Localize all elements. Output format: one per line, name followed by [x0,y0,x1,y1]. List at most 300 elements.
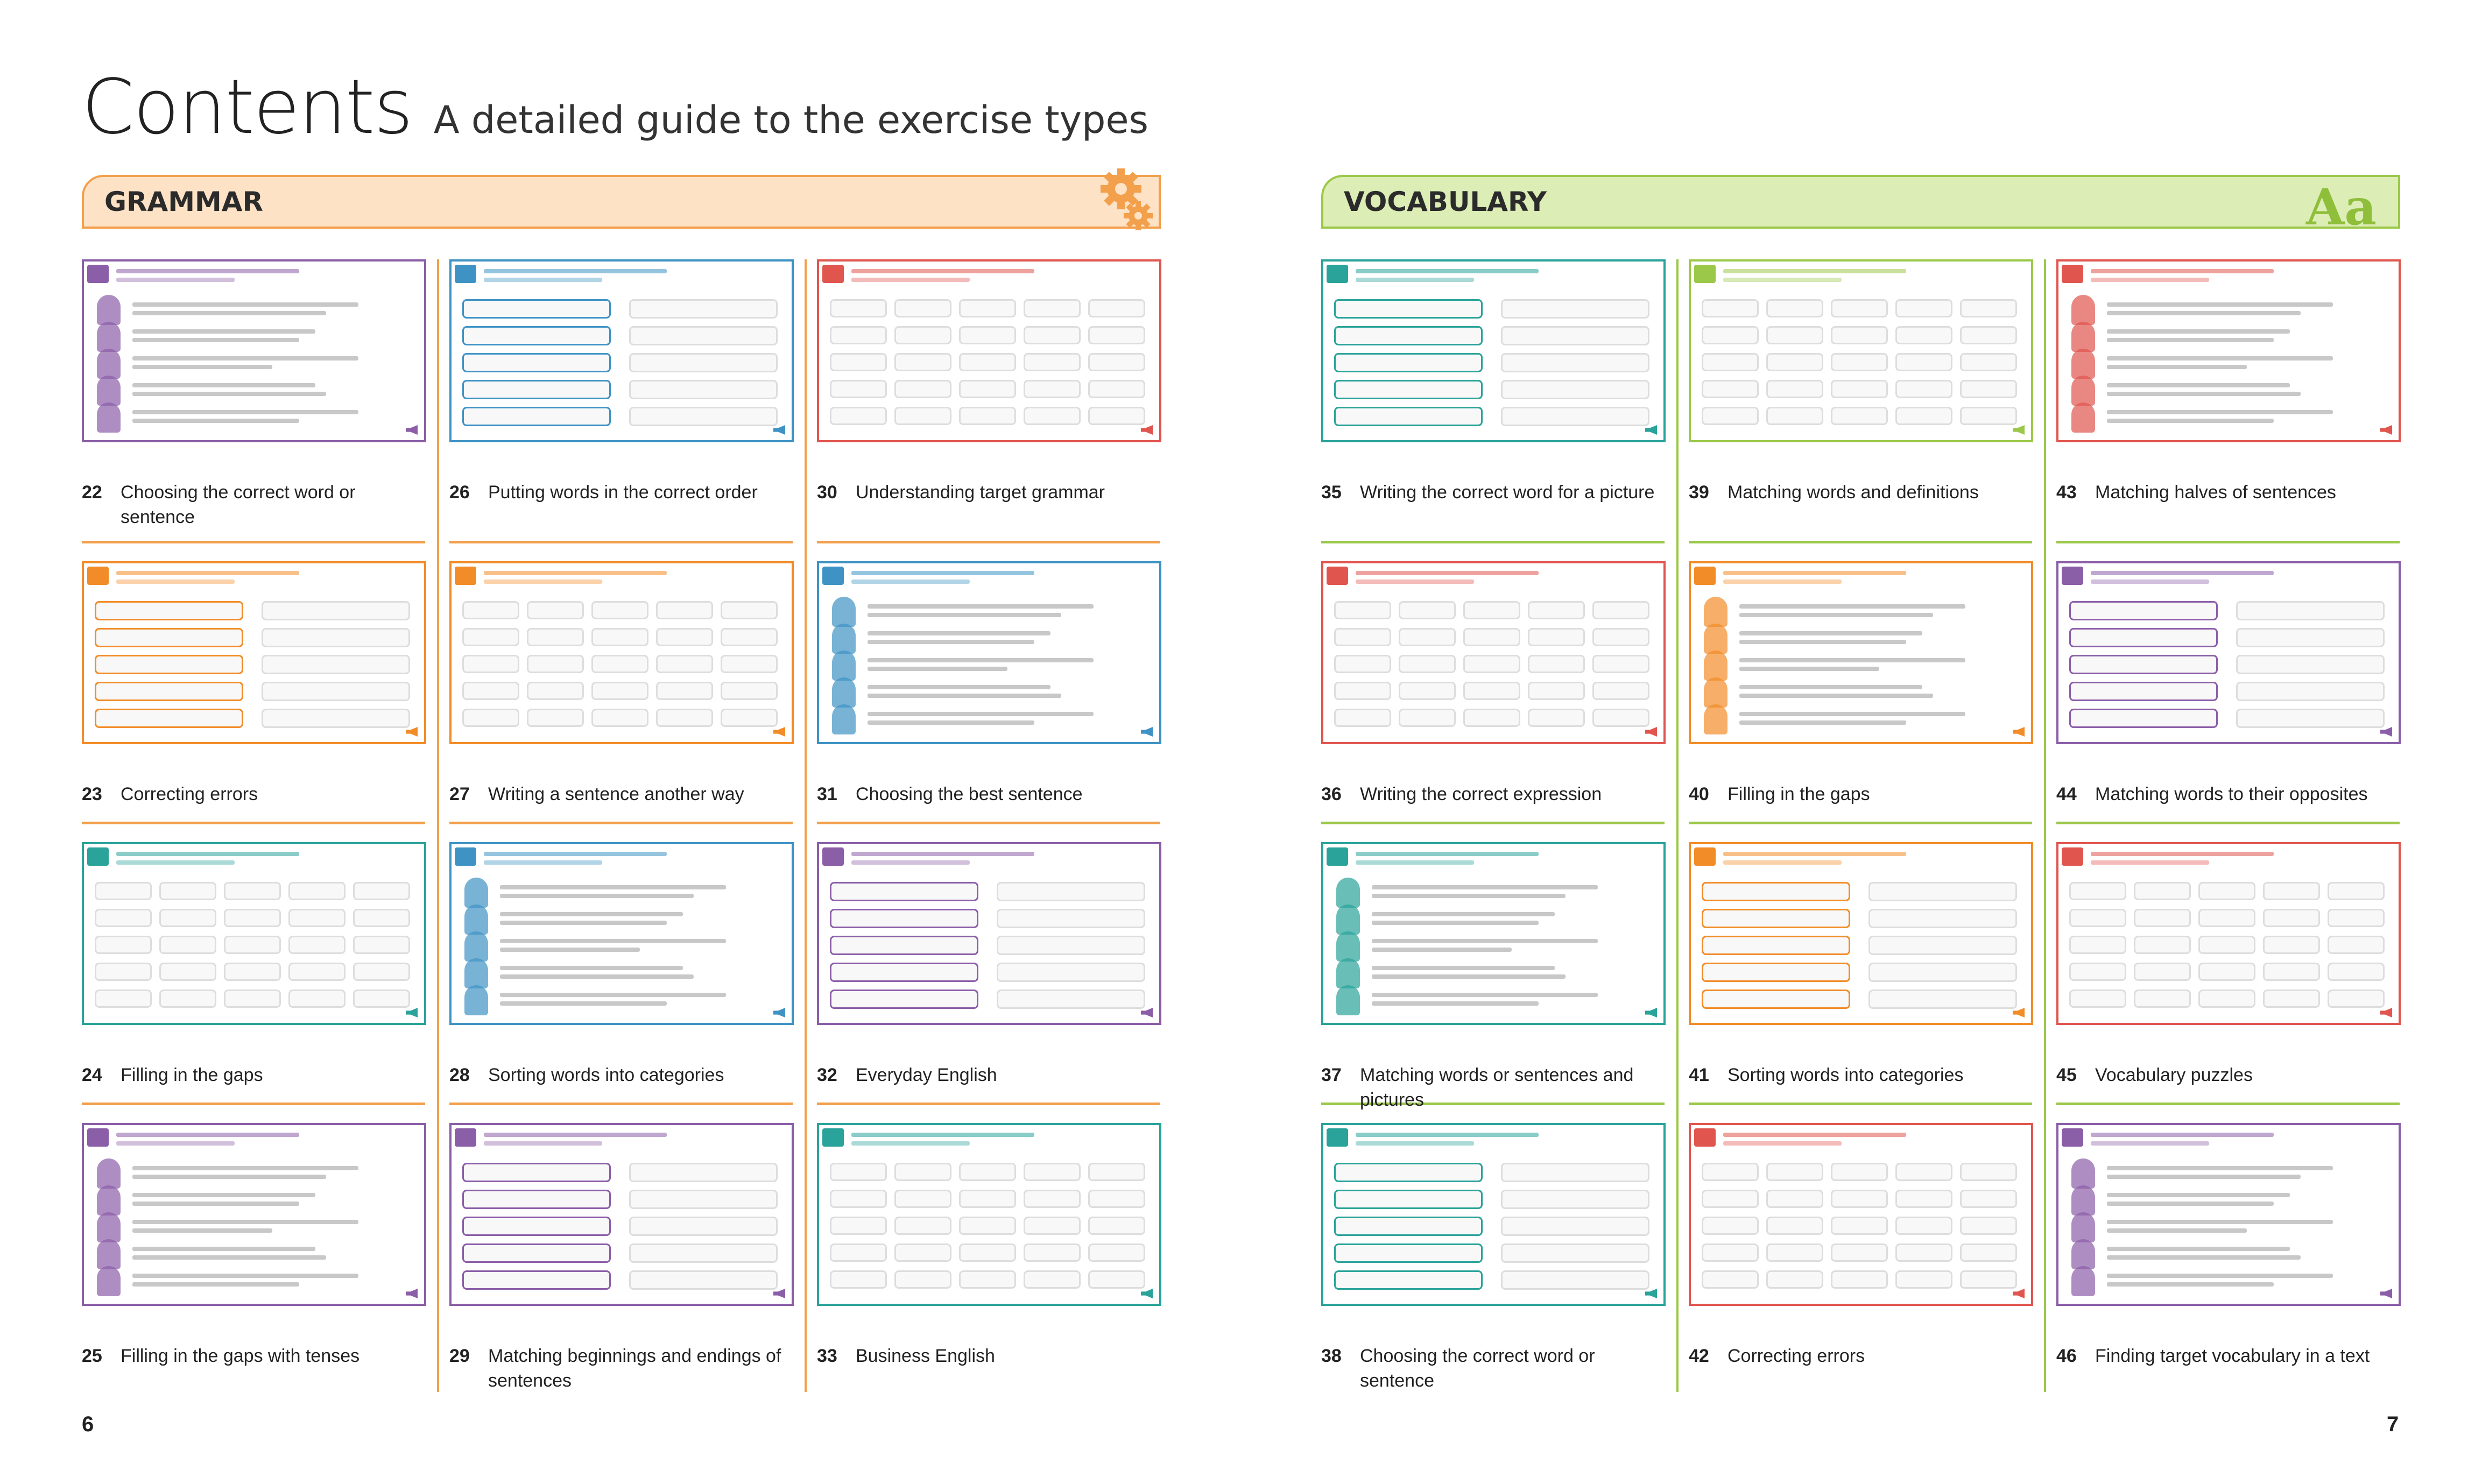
exercise-type-label: Business English [856,1346,995,1366]
answer-box [462,326,611,345]
text-line [1739,604,1965,609]
text-line [1739,667,1879,671]
word-tile [1766,407,1823,425]
exercise-thumbnail [1689,259,2033,442]
answer-box [1702,909,1850,928]
exercise-number-badge [2062,265,2083,283]
exercise-caption [82,1344,422,1368]
text-line [1739,613,1933,617]
word-tile [2263,936,2320,954]
page-number-left: 6 [82,1412,94,1436]
word-tile [1831,1243,1888,1262]
page-number: 30 [817,482,837,503]
word-tile [2069,882,2126,900]
exercise-caption [1321,782,1661,807]
instruction-line [2091,269,2274,273]
text-line [500,948,640,952]
word-tile [1334,682,1391,700]
exercise-number-badge [87,265,109,283]
word-tile [2069,990,2126,1008]
audio-speaker-icon [2013,425,2025,435]
answer-box [997,936,1145,955]
word-tile [353,990,410,1008]
page-number: 44 [2056,784,2077,804]
answer-box [462,1243,611,1263]
word-tile [1702,1270,1759,1289]
text-line [2107,311,2301,315]
exercise-caption [449,782,789,807]
page-number: 33 [817,1346,837,1366]
answer-box [262,601,410,620]
answer-box [262,655,410,674]
exercise-caption [449,1063,789,1087]
answer-box [629,1270,778,1290]
answer-box [262,682,410,701]
instruction-line [116,571,299,575]
audio-speaker-icon [2380,1008,2392,1017]
word-tile [2198,909,2255,927]
word-tile [1960,299,2017,317]
exercise-entry[interactable] [817,1123,1161,1392]
figure-icon [464,878,488,908]
answer-box [629,299,778,319]
page-title [82,63,1148,151]
word-tile [591,628,648,646]
word-tile [959,380,1016,398]
instruction-line [484,571,667,575]
word-tile [1528,601,1585,619]
exercise-number-badge [1694,1128,1716,1147]
exercise-entry[interactable] [817,561,1161,830]
answer-box [2069,628,2218,647]
word-tile [1766,353,1823,371]
exercise-type-label: Correcting errors [1727,1346,1865,1366]
word-tile [591,655,648,673]
answer-box [629,407,778,426]
word-tile [894,407,951,425]
instruction-line [1723,1141,1842,1146]
word-tile [1334,709,1391,727]
instruction-line [1723,278,1842,282]
answer-box [1501,299,1649,319]
answer-box [1501,353,1649,372]
exercise-entry[interactable] [2056,259,2401,528]
answer-box [629,1243,778,1263]
answer-box [629,1190,778,1209]
exercise-entry[interactable] [82,1123,426,1392]
column-divider [437,259,439,1392]
exercise-number-badge [87,1128,109,1147]
answer-box [1501,1243,1649,1263]
text-line [868,720,1034,725]
word-tile [95,882,152,900]
exercise-entry[interactable] [1321,561,1666,830]
answer-box [1334,1270,1483,1290]
text-line [2107,1220,2333,1224]
word-tile [1088,380,1145,398]
text-line [132,356,358,361]
word-tile [1766,1190,1823,1208]
word-tile [1334,628,1391,646]
exercise-caption [449,1344,789,1393]
audio-speaker-icon [406,727,418,737]
word-tile [1024,1243,1081,1262]
word-tile [2069,963,2126,981]
exercise-entry[interactable] [2056,1123,2401,1392]
answer-box [1501,407,1649,426]
word-tile [1528,628,1585,646]
exercise-number-badge [1327,1128,1348,1147]
word-tile [159,936,216,954]
text-line [132,365,272,369]
exercise-number-badge [1694,567,1716,585]
exercise-thumbnail [2056,842,2401,1025]
word-tile [527,709,584,727]
word-tile [1463,682,1520,700]
text-line [132,1255,326,1260]
word-tile [2328,963,2385,981]
text-line [1372,939,1598,943]
answer-box [1868,963,2017,982]
answer-box [1334,1163,1483,1182]
answer-box [1868,990,2017,1009]
figure-icon [464,958,488,988]
answer-box [1501,1217,1649,1236]
word-tile [1024,299,1081,317]
answer-box [262,628,410,647]
text-line [132,1193,315,1197]
word-tile [1895,1243,1952,1262]
answer-box [1702,936,1850,955]
exercise-entry[interactable] [82,259,426,528]
text-line [2107,302,2333,307]
text-line [132,1202,299,1206]
text-line [1372,894,1566,898]
text-line [868,640,1034,644]
figure-icon [97,295,121,325]
exercise-caption [1689,1063,2029,1087]
text-line [1372,912,1555,916]
text-line [1739,694,1933,698]
word-tile [2328,990,2385,1008]
exercise-type-label: Matching words and definitions [1727,482,1979,503]
answer-box [462,1163,611,1182]
answer-box [2069,709,2218,728]
word-tile [224,909,281,927]
text-line [1739,640,1906,644]
word-tile [159,909,216,927]
exercise-type-label: Choosing the best sentence [856,784,1083,804]
word-tile [353,882,410,900]
exercise-entry[interactable] [82,842,426,1111]
text-line [2107,419,2274,423]
text-line [132,1220,358,1224]
text-line [1372,993,1598,997]
word-tile [1831,353,1888,371]
text-line [1739,631,1922,635]
exercise-entry[interactable] [1689,561,2033,830]
word-tile [1831,326,1888,344]
word-tile [959,407,1016,425]
text-line [1372,885,1598,889]
exercise-entry[interactable] [1321,259,1666,528]
exercise-type-label: Vocabulary puzzles [2095,1065,2253,1085]
text-line [132,1228,272,1233]
page-number: 28 [449,1065,470,1085]
answer-box [262,709,410,728]
instruction-line [2091,860,2209,865]
exercise-type-label: Matching halves of sentences [2095,482,2336,503]
exercise-entry[interactable] [82,561,426,830]
page-number: 25 [82,1346,102,1366]
exercise-entry[interactable] [449,842,794,1111]
instruction-line [2091,1141,2209,1146]
word-tile [830,380,887,398]
word-tile [1399,655,1456,673]
text-line [500,894,694,898]
vocabulary-banner-label: VOCABULARY [1344,186,1547,217]
text-line [1739,712,1965,716]
word-tile [288,909,345,927]
figure-icon [1336,904,1360,935]
answer-box [1501,1163,1649,1182]
exercise-entry[interactable] [449,259,794,528]
exercise-entry[interactable] [1689,1123,2033,1392]
word-tile [1766,1270,1823,1289]
text-line [132,1274,358,1278]
exercise-caption [82,782,422,807]
word-tile [1831,407,1888,425]
instruction-line [2091,580,2209,584]
column-divider [1676,259,1679,1392]
page-number: 46 [2056,1346,2077,1366]
text-line [2107,410,2333,414]
word-tile [462,601,519,619]
word-tile [1831,1190,1888,1208]
answer-box [95,682,243,701]
exercise-thumbnail [1321,561,1666,744]
text-line [868,694,1061,698]
instruction-line [484,580,602,584]
exercise-entry[interactable] [449,561,794,830]
answer-box [1501,380,1649,399]
exercise-type-label: Correcting errors [121,784,258,804]
answer-box [1334,1217,1483,1236]
word-tile [1399,601,1456,619]
exercise-entry[interactable] [1321,1123,1666,1392]
word-tile [1766,1243,1823,1262]
text-line [1739,720,1906,725]
exercise-type-label: Understanding target grammar [856,482,1105,503]
instruction-line [1356,1133,1539,1137]
word-tile [1088,1243,1145,1262]
audio-speaker-icon [1141,1008,1153,1017]
text-line [132,383,315,387]
word-tile [894,299,951,317]
word-tile [288,882,345,900]
exercise-entry[interactable] [1689,842,2033,1111]
answer-box [997,990,1145,1009]
figure-icon [464,985,488,1015]
text-line [132,392,326,396]
word-tile [2198,882,2255,900]
page-number: 29 [449,1346,470,1366]
exercise-thumbnail [2056,1123,2401,1306]
figure-icon [2071,402,2095,433]
audio-speaker-icon [2380,425,2392,435]
instruction-line [1723,860,1842,865]
exercise-thumbnail [817,842,1161,1025]
exercise-caption [2056,1344,2396,1368]
word-tile [2134,909,2191,927]
word-tile [95,963,152,981]
word-tile [830,326,887,344]
word-tile [1895,380,1952,398]
text-line [500,939,726,943]
page-number: 40 [1689,784,1709,804]
instruction-line [851,860,970,865]
page-number: 26 [449,482,470,503]
word-tile [721,601,778,619]
instruction-line [1723,571,1906,575]
word-tile [1088,353,1145,371]
column-divider [2044,259,2046,1392]
figure-icon [1704,624,1727,654]
answer-box [997,882,1145,901]
word-tile [1766,326,1823,344]
audio-speaker-icon [773,727,785,737]
word-tile [1895,1163,1952,1181]
text-line [868,604,1094,609]
text-line [1372,966,1555,970]
figure-icon [464,931,488,962]
exercise-entry[interactable] [817,259,1161,528]
word-tile [830,1243,887,1262]
answer-box [95,628,243,647]
answer-box [1702,963,1850,982]
text-line [500,974,694,979]
word-tile [2134,882,2191,900]
answer-box [95,709,243,728]
instruction-line [484,269,667,273]
word-tile [1088,1163,1145,1181]
word-tile [1702,380,1759,398]
instruction-line [484,1141,602,1146]
answer-box [629,1163,778,1182]
answer-box [462,1217,611,1236]
exercise-type-label: Filling in the gaps [1727,784,1870,804]
word-tile [2069,909,2126,927]
text-line [500,885,726,889]
exercise-entry[interactable] [2056,842,2401,1111]
exercise-number-badge [822,1128,844,1147]
exercise-type-label: Writing a sentence another way [488,784,744,804]
word-tile [894,1270,951,1289]
exercise-caption [82,1063,422,1087]
answer-box [1702,882,1850,901]
word-tile [1960,407,2017,425]
page-number: 38 [1321,1346,1342,1366]
instruction-line [1356,571,1539,575]
answer-box [2069,601,2218,620]
word-tile [1024,326,1081,344]
answer-box [830,882,978,901]
figure-icon [97,1266,121,1296]
word-tile [1528,709,1585,727]
grammar-banner-label: GRAMMAR [104,186,263,217]
answer-box [1501,326,1649,345]
word-tile [894,1163,951,1181]
word-tile [1334,601,1391,619]
answer-box [830,963,978,982]
word-tile [224,990,281,1008]
figure-icon [832,677,856,708]
word-tile [1895,299,1952,317]
instruction-line [1356,852,1539,856]
word-tile [959,1163,1016,1181]
exercise-thumbnail [449,561,794,744]
text-line [132,419,299,423]
word-tile [2263,990,2320,1008]
page-number: 24 [82,1065,102,1085]
exercise-entry[interactable] [817,842,1161,1111]
audio-speaker-icon [1645,1289,1657,1298]
page-number: 43 [2056,482,2077,503]
word-tile [1831,380,1888,398]
instruction-line [2091,852,2274,856]
word-tile [353,963,410,981]
text-line [868,613,1061,617]
word-tile [894,1217,951,1235]
word-tile [1463,601,1520,619]
aa-badge-icon: Aa [2306,178,2377,236]
exercise-type-label: Choosing the correct word or sentence [1360,1346,1595,1391]
word-tile [462,682,519,700]
exercise-entry[interactable] [1689,259,2033,528]
word-tile [159,963,216,981]
word-tile [1024,1270,1081,1289]
word-tile [527,628,584,646]
text-line [1372,1001,1539,1006]
word-tile [656,709,713,727]
exercise-entry[interactable] [449,1123,794,1392]
figure-icon [2071,1158,2095,1189]
text-line [868,667,1007,671]
exercise-thumbnail [1689,842,2033,1025]
word-tile [656,682,713,700]
word-tile [1399,628,1456,646]
word-tile [1960,1243,2017,1262]
word-tile [2069,936,2126,954]
word-tile [1702,299,1759,317]
exercise-caption [2056,1063,2396,1087]
page-number: 32 [817,1065,837,1085]
instruction-line [851,571,1034,575]
instruction-line [116,269,299,273]
word-tile [1088,299,1145,317]
text-line [2107,356,2333,361]
instruction-line [851,1141,970,1146]
exercise-entry[interactable] [1321,842,1666,1111]
exercise-entry[interactable] [2056,561,2401,830]
word-tile [1592,709,1649,727]
figure-icon [2071,1185,2095,1216]
answer-box [1501,1190,1649,1209]
instruction-line [2091,1133,2274,1137]
text-line [500,993,726,997]
word-tile [721,709,778,727]
page-number: 42 [1689,1346,1709,1366]
